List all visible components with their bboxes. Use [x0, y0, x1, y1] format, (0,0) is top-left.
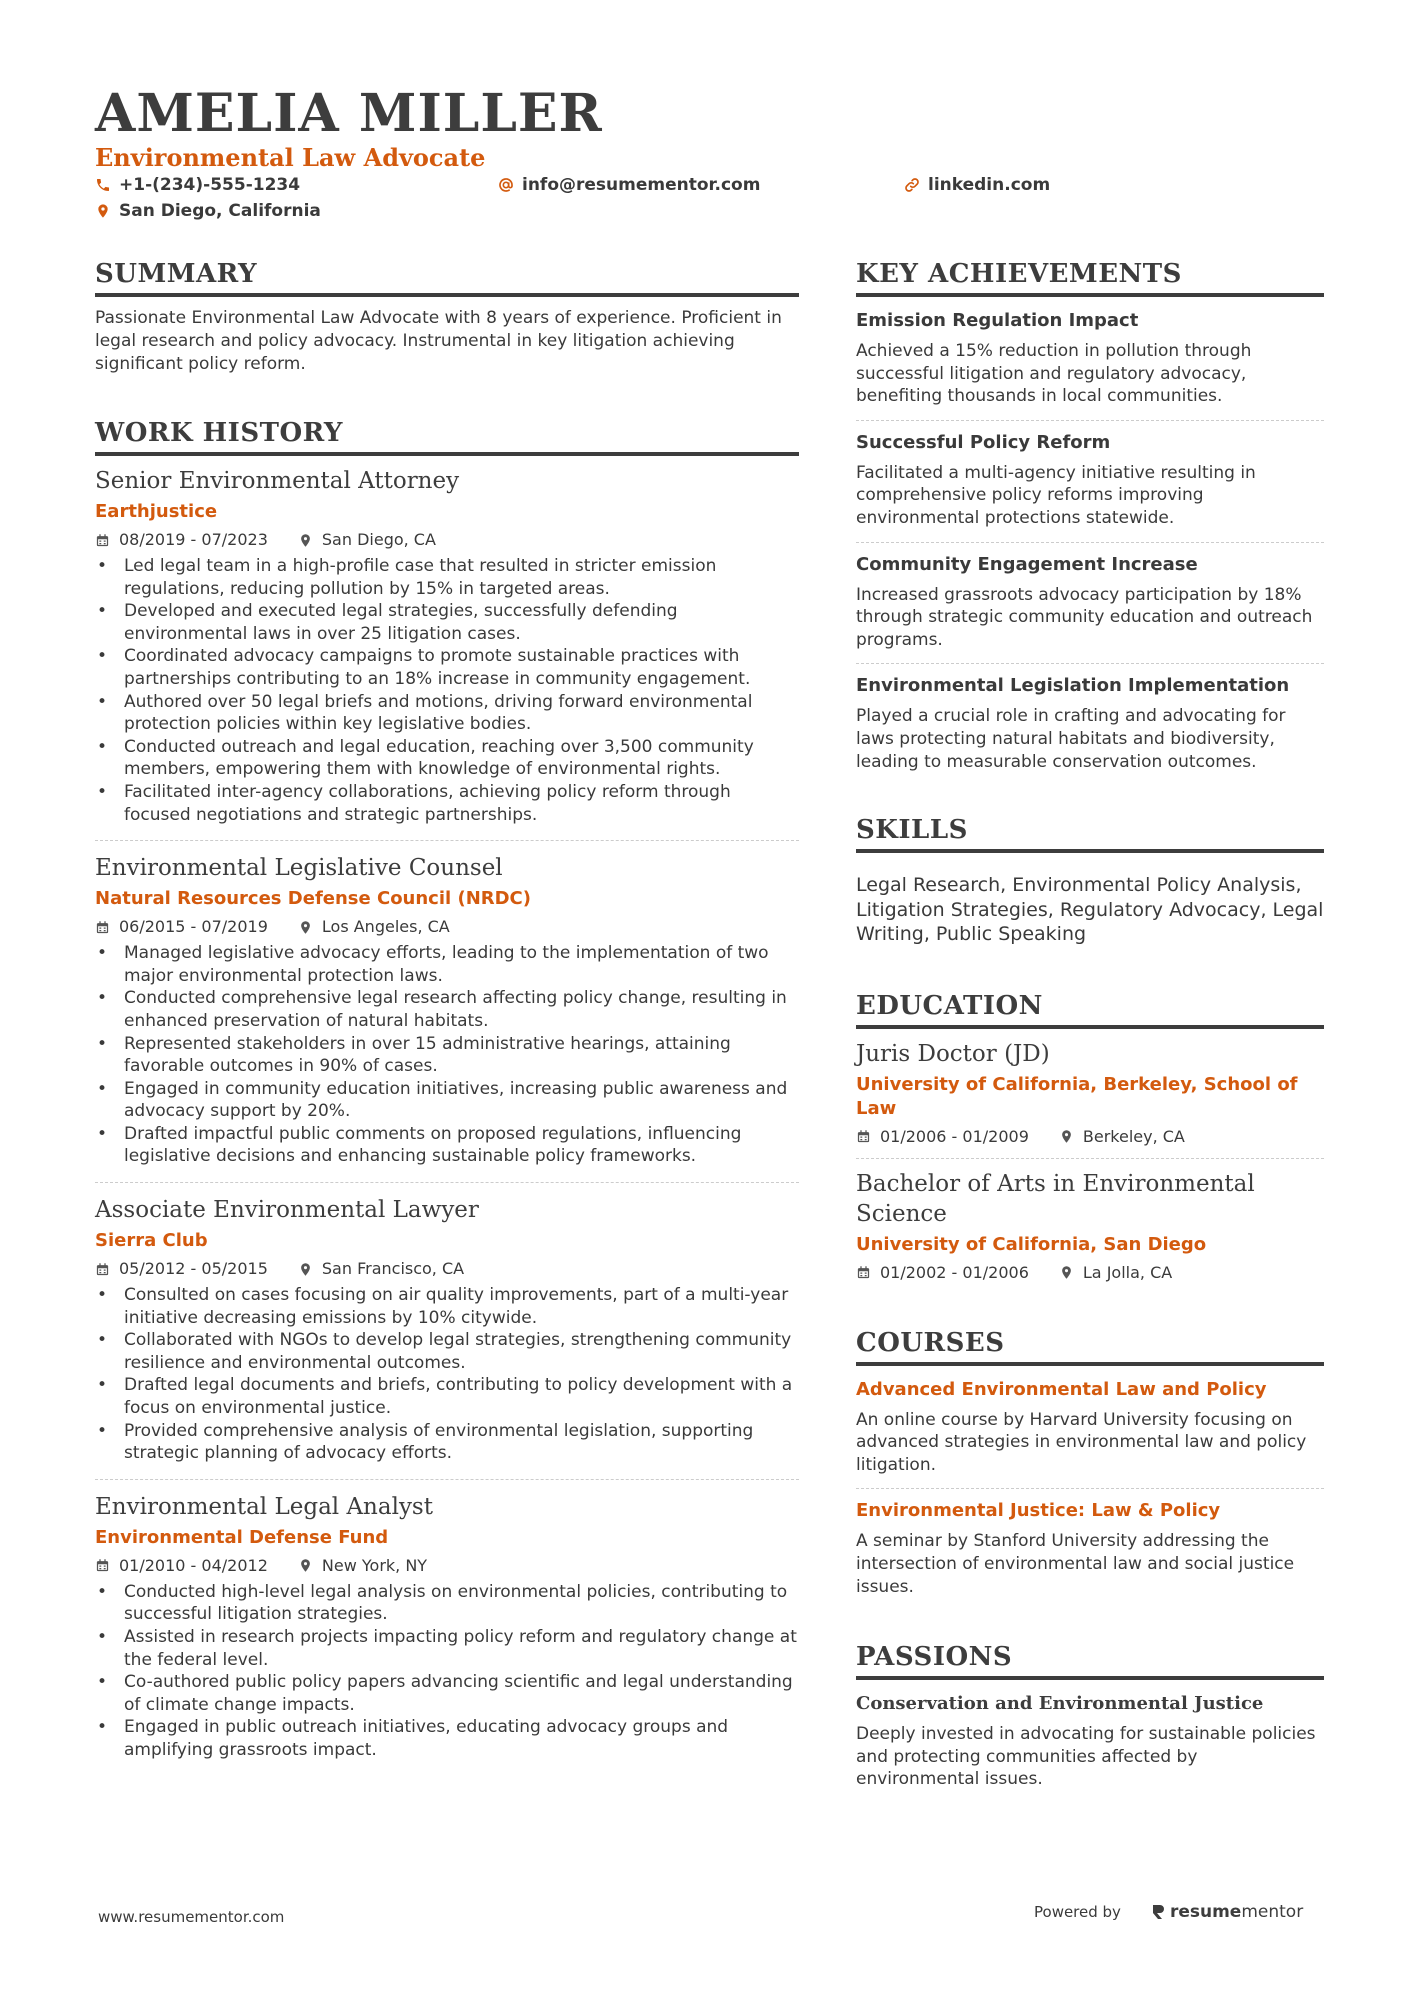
- job-dates: 01/2010 - 04/2012: [119, 1555, 268, 1575]
- phone-text: +1-(234)-555-1234: [119, 175, 301, 195]
- job-location-text: Los Angeles, CA: [321, 917, 450, 937]
- skills-section: [856, 813, 1324, 947]
- link-icon: [904, 177, 920, 193]
- calendar-icon: [95, 1262, 110, 1277]
- degree-title: Bachelor of Arts in Environmental Science: [856, 1170, 1255, 1227]
- entry-divider: [95, 840, 799, 841]
- footer-website[interactable]: www.resumementor.com: [98, 1908, 285, 1926]
- achievements-section: [856, 257, 1324, 773]
- education-location-text: Berkeley, CA: [1082, 1126, 1185, 1146]
- achievement-desc: Achieved a 15% reduction in pollution through successful litigation and regulatory advocacy, benefiting thousands in local communities.: [856, 341, 1252, 407]
- job-bullet: • Conducted comprehensive legal research affecting policy change, resulting in enhanced preservation of natural habitats.: [95, 987, 799, 1032]
- passion-desc: Deeply invested in advocating for sustainable policies and protecting communities affected by environmental issues.: [856, 1724, 1316, 1790]
- course-desc: A seminar by Stanford University addressing the intersection of environmental law and social justice issues.: [856, 1531, 1295, 1597]
- job-location: [298, 916, 450, 938]
- education-dates: 01/2002 - 01/2006: [880, 1262, 1029, 1282]
- achievement-title: Emission Regulation Impact: [856, 310, 1139, 331]
- work-history-heading: WORK HISTORY: [95, 416, 799, 456]
- job-title: Environmental Legal Analyst: [95, 1493, 433, 1520]
- job-location-text: New York, NY: [321, 1555, 428, 1575]
- job-bullet: • Engaged in public outreach initiatives, educating advocacy groups and amplifying grassroots impact.: [95, 1716, 799, 1761]
- job-bullet: • Represented stakeholders in over 15 administrative hearings, attaining favorable outcomes in 90% of cases.: [95, 1033, 799, 1078]
- education-section: [856, 989, 1324, 1284]
- skills-heading: SKILLS: [856, 813, 1324, 853]
- contact-email[interactable]: [498, 174, 760, 196]
- entry-divider: [95, 1182, 799, 1183]
- job-bullets: [95, 1284, 799, 1465]
- job-location: [298, 1258, 464, 1280]
- calendar-icon: [856, 1265, 871, 1280]
- job-meta: [95, 1258, 799, 1280]
- passions-heading: PASSIONS: [856, 1640, 1324, 1680]
- job-bullet: • Led legal team in a high-profile case that resulted in stricter emission regulations, reducing pollution by 15% in targeted areas.: [95, 555, 799, 600]
- education-item: [856, 1039, 1324, 1148]
- job-entry: [95, 853, 799, 1168]
- linkedin-text[interactable]: linkedin.com: [928, 175, 1051, 195]
- left-column: [95, 257, 799, 1762]
- calendar-icon: [95, 533, 110, 548]
- map-pin-icon: [298, 920, 313, 935]
- job-bullet: • Provided comprehensive analysis of environmental legislation, supporting strategic planning of advocacy efforts.: [95, 1420, 799, 1465]
- job-bullet: • Drafted impactful public comments on proposed regulations, influencing legislative decisions and enhancing sustainable policy frameworks.: [95, 1123, 799, 1168]
- passion-item: [856, 1692, 1324, 1791]
- job-meta: [95, 1555, 799, 1577]
- calendar-icon: [856, 1129, 871, 1144]
- contact-linkedin[interactable]: [904, 174, 1050, 196]
- job-bullets: [95, 942, 799, 1168]
- job-location: [298, 529, 436, 551]
- education-heading: EDUCATION: [856, 989, 1324, 1029]
- course-title: Environmental Justice: Law & Policy: [856, 1500, 1221, 1522]
- entry-divider: [856, 1488, 1324, 1489]
- education-location: [1059, 1262, 1172, 1284]
- job-meta: [95, 529, 799, 551]
- job-organization: Environmental Defense Fund: [95, 1526, 389, 1548]
- job-bullet: • Collaborated with NGOs to develop legal strategies, strengthening community resilience and environmental outcomes.: [95, 1329, 799, 1374]
- course-desc: An online course by Harvard University focusing on advanced strategies in environmental law and policy litigation.: [856, 1409, 1307, 1475]
- job-bullets: [95, 555, 799, 826]
- map-pin-icon: [95, 203, 111, 219]
- job-bullet: • Assisted in research projects impacting policy reform and regulatory change at the federal level.: [95, 1626, 799, 1671]
- achievement-desc: Increased grassroots advocacy participation by 18% through strategic community education and outreach programs.: [856, 584, 1313, 650]
- entry-divider: [95, 1479, 799, 1480]
- summary-heading: SUMMARY: [95, 257, 799, 297]
- candidate-name: AMELIA MILLER: [95, 83, 603, 144]
- course-item: [856, 1378, 1324, 1477]
- job-bullet: • Developed and executed legal strategies, successfully defending environmental laws in over 25 litigation cases.: [95, 600, 799, 645]
- job-entry: [95, 1195, 799, 1465]
- map-pin-icon: [1059, 1129, 1074, 1144]
- email-text[interactable]: info@resumementor.com: [522, 175, 761, 195]
- phone-icon: [95, 177, 111, 193]
- job-entry: [95, 466, 799, 826]
- job-bullet: • Coordinated advocacy campaigns to promote sustainable practices with partnerships contributing to an 18% increase in community engagement.: [95, 645, 799, 690]
- job-location-text: San Diego, CA: [321, 530, 436, 549]
- job-entry: [95, 1492, 799, 1762]
- job-dates: 06/2015 - 07/2019: [119, 917, 268, 937]
- candidate-headline: Environmental Law Advocate: [95, 143, 486, 172]
- achievement-item: [856, 674, 1324, 773]
- skills-text: Legal Research, Environmental Policy Analysis, Litigation Strategies, Regulatory Advocacy, Legal Writing, Public Speaking: [856, 874, 1324, 946]
- achievement-title: Community Engagement Increase: [856, 553, 1198, 575]
- job-bullet: • Engaged in community education initiatives, increasing public awareness and advocacy support by 20%.: [95, 1078, 799, 1123]
- job-meta: [95, 916, 799, 938]
- entry-divider: [856, 663, 1324, 664]
- contact-location: [95, 200, 321, 222]
- right-column: [856, 257, 1324, 1791]
- job-bullet: • Managed legislative advocacy efforts, leading to the implementation of two major environmental protection laws.: [95, 942, 799, 987]
- map-pin-icon: [298, 1262, 313, 1277]
- course-item: [856, 1499, 1324, 1598]
- course-title: Advanced Environmental Law and Policy: [856, 1378, 1267, 1400]
- map-pin-icon: [1059, 1265, 1074, 1280]
- work-history-section: [95, 416, 799, 1762]
- passions-section: [856, 1640, 1324, 1791]
- school-name: University of California, Berkeley, School of Law: [856, 1073, 1298, 1119]
- calendar-icon: [95, 1558, 110, 1573]
- job-organization: Sierra Club: [95, 1230, 208, 1252]
- contact-phone: [95, 174, 300, 196]
- job-bullets: [95, 1581, 799, 1762]
- resumementor-logo-icon: [1151, 1903, 1166, 1921]
- location-text: San Diego, California: [119, 201, 321, 221]
- courses-heading: COURSES: [856, 1326, 1324, 1366]
- summary-text: Passionate Environmental Law Advocate with 8 years of experience. Proficient in legal research and policy advocacy. Instrumental in key litigation achieving significant policy reform.: [95, 308, 782, 374]
- job-title: Environmental Legislative Counsel: [95, 855, 503, 882]
- at-icon: [498, 177, 514, 193]
- job-title: Senior Environmental Attorney: [95, 468, 460, 494]
- entry-divider: [856, 420, 1324, 421]
- achievement-item: [856, 309, 1324, 408]
- education-location: [1059, 1126, 1185, 1148]
- map-pin-icon: [298, 533, 313, 548]
- achievement-title: Environmental Legislation Implementation: [856, 675, 1290, 697]
- job-bullet: • Consulted on cases focusing on air quality improvements, part of a multi-year initiative decreasing emissions by 10% citywide.: [95, 1284, 799, 1329]
- education-meta: [856, 1126, 1324, 1148]
- footer-branding: [1034, 1902, 1303, 1922]
- brand-logo[interactable]: [1151, 1902, 1303, 1922]
- achievement-desc: Facilitated a multi-agency initiative resulting in comprehensive policy reforms improving environmental protections statewide.: [856, 462, 1256, 528]
- job-bullet: • Conducted outreach and legal education, reaching over 3,500 community members, empowering them with knowledge of environmental rights.: [95, 736, 799, 781]
- job-organization: Natural Resources Defense Council (NRDC): [95, 888, 531, 910]
- job-dates: 08/2019 - 07/2023: [119, 530, 268, 549]
- courses-section: [856, 1326, 1324, 1599]
- job-location: [298, 1555, 427, 1577]
- job-location-text: San Francisco, CA: [321, 1259, 465, 1279]
- powered-by-label: Powered by: [1034, 1903, 1121, 1921]
- entry-divider: [856, 542, 1324, 543]
- passion-title: Conservation and Environmental Justice: [856, 1693, 1264, 1715]
- map-pin-icon: [298, 1558, 313, 1573]
- achievement-item: [856, 553, 1324, 652]
- job-bullet: • Co-authored public policy papers advancing scientific and legal understanding of climate change impacts.: [95, 1671, 799, 1716]
- job-title: Associate Environmental Lawyer: [95, 1197, 479, 1224]
- school-name: University of California, San Diego: [856, 1233, 1207, 1255]
- summary-section: [95, 257, 799, 376]
- job-organization: Earthjustice: [95, 501, 218, 522]
- job-bullet: • Facilitated inter-agency collaborations, achieving policy reform through focused negotiations and strategic partnerships.: [95, 781, 799, 826]
- job-bullet: • Drafted legal documents and briefs, contributing to policy development with a focus on environmental justice.: [95, 1374, 799, 1419]
- achievement-title: Successful Policy Reform: [856, 431, 1111, 453]
- job-dates: 05/2012 - 05/2015: [119, 1259, 268, 1279]
- education-item: [856, 1169, 1324, 1284]
- calendar-icon: [95, 920, 110, 935]
- achievements-heading: KEY ACHIEVEMENTS: [856, 257, 1324, 297]
- entry-divider: [856, 1158, 1324, 1159]
- achievement-item: [856, 431, 1324, 530]
- brand-name-thin: mentor: [1241, 1902, 1304, 1922]
- education-dates: 01/2006 - 01/2009: [880, 1126, 1029, 1146]
- job-bullet: • Authored over 50 legal briefs and motions, driving forward environmental protection policies within key legislative bodies.: [95, 691, 799, 736]
- education-location-text: La Jolla, CA: [1082, 1262, 1173, 1282]
- brand-name-bold: resume: [1169, 1902, 1242, 1922]
- achievement-desc: Played a crucial role in crafting and advocating for laws protecting natural habitats and biodiversity, leading to measurable conservation outcomes.: [856, 706, 1286, 772]
- degree-title: Juris Doctor (JD): [856, 1040, 1050, 1067]
- education-meta: [856, 1262, 1324, 1284]
- job-bullet: • Conducted high-level legal analysis on environmental policies, contributing to successful litigation strategies.: [95, 1581, 799, 1626]
